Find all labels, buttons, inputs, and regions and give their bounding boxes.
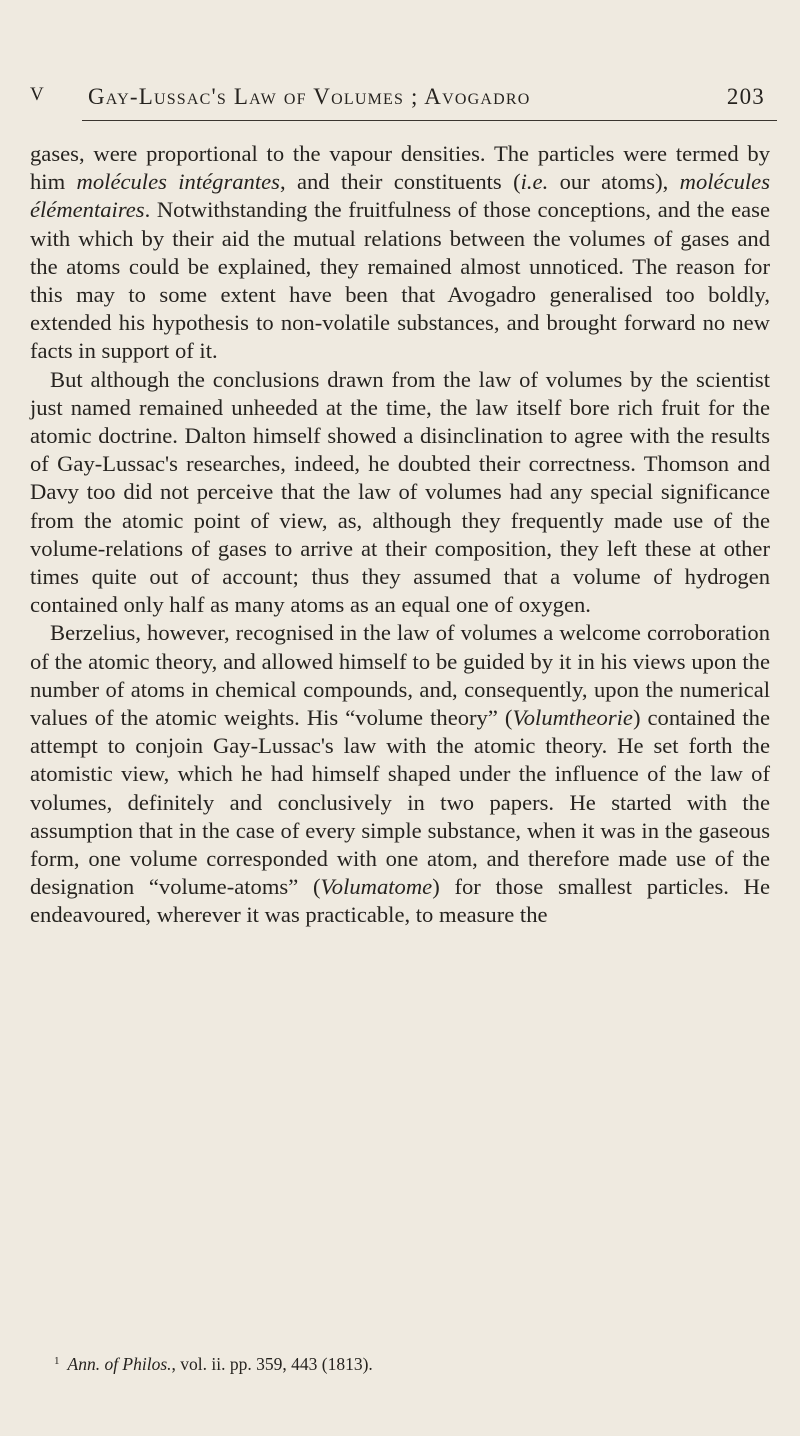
footnote-mark: 1 [54, 1355, 60, 1367]
paragraph-dalton: But although the conclusions drawn from the law of volumes by the scientist just named remained unheeded at the time, the law itself bore rich fruit for the atomic doctrine. Dalton himself showed a disinclination to agree with the results of Gay-Lussac's researches, indeed, he doubted their correctness. Thomson and Davy too did not perceive that the law of volumes had any special significance from the atomic point of view, as, although they frequently made use of the volume-relations of gases to arrive at their composition, they left these at other times quite out of account; thus they assumed that a volume of hydrogen contained only half as many atoms as an equal one of oxygen. [30, 366, 770, 618]
header-rule [82, 120, 777, 121]
running-title: Gay-Lussac's Law of Volumes ; Avogadro [88, 84, 531, 109]
paragraph-berzelius: Berzelius, however, recognised in the law of volumes a welcome corroboration of the atomic theory, and allowed himself to be guided by it in his views upon the number of atoms in chemical compounds, and, consequently, upon the numerical values of the atomic weights. His “volume theory” (Volumtheorie) contained the attempt to conjoin Gay-Lussac's law with the atomic theory. He set forth the atomistic view, which he had himself shaped under the influence of the law of volumes, definitely and conclusively in two papers. He started with the assumption that in the case of every simple substance, when it was in the gaseous form, one volume corresponded with one atom, and therefore made use of the designation “volume-atoms” (Volumatome) for those smallest particles. He endeavoured, wherever it was practicable, to measure the [30, 620, 770, 928]
body-text [30, 140, 770, 930]
paragraph-continuation: gases, were proportional to the vapour densities. The particles were termed by him molécules intégrantes, and their constituents (i.e. our atoms), molécules élémentaires. Notwithstanding the fruitfulness of those conceptions, and the ease with which by their aid the mutual relations between the volumes of gases and the atoms could be explained, they remained almost unnoticed. The reason for this may to some extent have been that Avogadro generalised too boldly, extended his hypothesis to non-volatile substances, and brought forward no new facts in support of it. [30, 141, 770, 364]
footnote-source: Ann. of Philos. [67, 1354, 172, 1374]
page-number: 203 [726, 84, 765, 109]
section-numeral: V [30, 84, 45, 105]
footnote [54, 1350, 754, 1375]
running-head [30, 84, 765, 114]
footnote-details: , vol. ii. pp. 359, 443 (1813). [171, 1354, 373, 1374]
